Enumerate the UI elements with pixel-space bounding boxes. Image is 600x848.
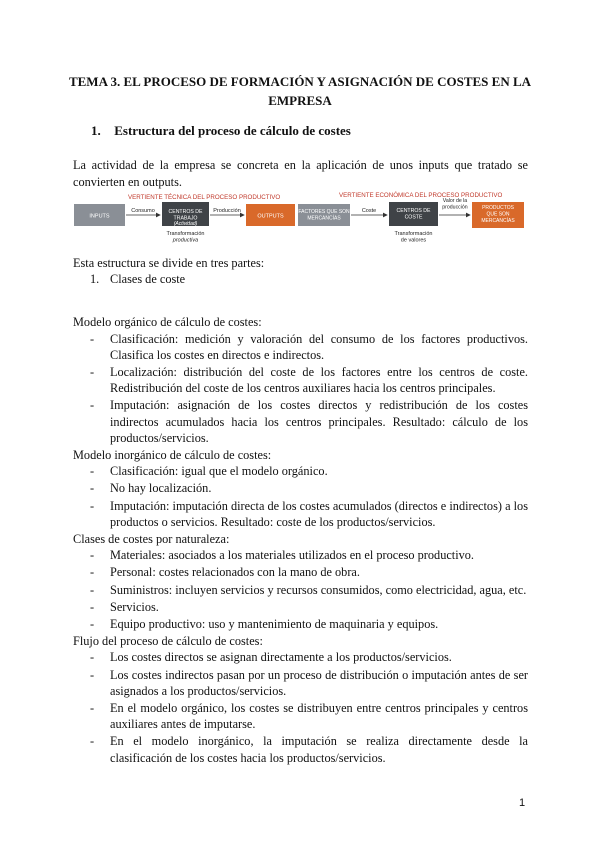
structure-list-text: Clases de coste xyxy=(110,272,186,287)
document-body xyxy=(73,255,528,767)
list-item: - Imputación: imputación directa de los costes acumulados (directos e indirectos) a los productos o servicios. Resultado: coste de los productos/servicios. xyxy=(90,498,528,529)
section-title: Estructura del proceso de cálculo de costes xyxy=(114,123,351,138)
list-item: - Servicios. xyxy=(90,599,159,614)
list-item: - Clasificación: medición y valoración del consumo de los factores productivos. Clasifica los costes en directos e indirectos. xyxy=(90,331,528,362)
left-box-outputs-label: OUTPUTS xyxy=(257,213,284,220)
left-box-centros-label: CENTROS DE TRABAJO xyxy=(168,209,203,222)
section-heading xyxy=(91,123,351,139)
right-arrow-coste: Coste xyxy=(361,208,377,214)
list-item: - Personal: costes relacionados con la mano de obra. xyxy=(90,565,360,580)
group-heading-organico: Modelo orgánico de cálculo de costes: xyxy=(73,315,262,330)
list-item: - Clasificación: igual que el modelo orgánico. xyxy=(90,464,328,479)
list-item: - Los costes directos se asignan directamente a los productos/servicios. xyxy=(90,650,452,665)
production-process-diagram xyxy=(0,188,600,252)
structure-list-item xyxy=(73,271,528,287)
left-diagram-title: VERTIENTE TÉCNICA DEL PROCESO PRODUCTIVO xyxy=(128,194,281,201)
structure-list-number: 1. xyxy=(90,272,100,287)
list-item: - No hay localización. xyxy=(90,481,212,496)
left-box-centros-sublabel: (Actividad) xyxy=(173,221,198,227)
structure-intro: Esta estructura se divide en tres partes: xyxy=(73,256,265,270)
intro-paragraph: La actividad de la empresa se concreta en la aplicación de unos inputs que tratado se convierten en outputs. xyxy=(73,158,528,189)
list-item: - Materiales: asociados a los materiales utilizados en el proceso productivo. xyxy=(90,548,475,563)
list-item: - Suministros: incluyen servicios y recursos consumidos, como electricidad, agua, etc. xyxy=(90,582,527,597)
group-heading-flujo: Flujo del proceso de cálculo de costes: xyxy=(73,634,263,649)
left-arrow-produccion: Producción xyxy=(213,208,241,214)
group-heading-inorganico: Modelo inorgánico de cálculo de costes: xyxy=(73,448,272,463)
list-item: - En el modelo orgánico, los costes se distribuyen entre centros principales y centros auxiliares antes de imputarse. xyxy=(90,701,528,732)
left-arrow-consumo: Consumo xyxy=(131,208,155,214)
right-arrow-valor: Valor de la producción xyxy=(442,198,468,211)
list-item: - Imputación: asignación de los costes directos y redistribución de los costes indirectos acumulados hacia los centros principales. Resultado: cálculo de los productos/servicios. xyxy=(90,398,528,445)
list-item: - Equipo productivo: uso y mantenimiento de maquinaria y equipos. xyxy=(90,617,439,632)
right-box-centros-label: CENTROS DE COSTE xyxy=(396,208,431,221)
right-caption: Transformación de valores xyxy=(394,231,433,244)
list-item: - Localización: distribución del coste de los factores entre los centros de coste. Redistribución del coste de los centros auxiliares hacia los centros principales. xyxy=(90,365,528,396)
page-number: 1 xyxy=(519,797,526,809)
right-diagram-title: VERTIENTE ECONÓMICA DEL PROCESO PRODUCTIVO xyxy=(339,192,503,199)
document-title: TEMA 3. EL PROCESO DE FORMACIÓN Y ASIGNACIÓN DE COSTES EN LA EMPRESA xyxy=(68,74,532,108)
right-box-factores-label: FACTORES QUE SON MERCANCÍAS xyxy=(298,209,350,222)
list-item: - En el modelo inorgánico, la imputación se realiza directamente desde la clasificación de los costes hacia los productos/servicios. xyxy=(90,734,528,765)
group-heading-naturaleza: Clases de costes por naturaleza: xyxy=(73,532,230,547)
left-caption: Transformación productiva xyxy=(166,231,205,244)
list-item: - Los costes indirectos pasan por un proceso de distribución o imputación antes de ser asignados a los productos/servicios. xyxy=(90,667,528,698)
right-box-productos-label: PRODUCTOS QUE SON MERCANCÍAS xyxy=(481,205,515,224)
section-number: 1. xyxy=(91,123,101,138)
left-box-inputs-label: INPUTS xyxy=(89,213,110,220)
